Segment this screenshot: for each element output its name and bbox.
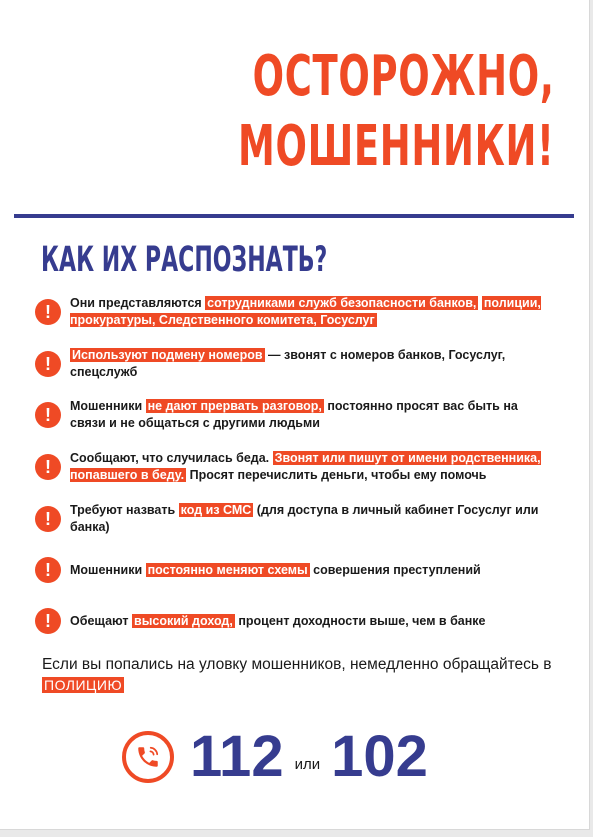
item-text: Обещают высокий доход, процент доходности выше, чем в банке (70, 613, 486, 628)
highlight: полиции, прокуратуры, Следственного комитета, Госуслуг (70, 296, 541, 327)
title-line-2: МОШЕННИКИ! (238, 114, 555, 179)
highlight: Звонят или пишут от имени родственника, попавшего в беду. (70, 451, 541, 482)
item-text: Используют подмену номеров — звонят с номеров банков, Госуслуг, спецслужб (70, 348, 506, 379)
phone-icon (122, 731, 174, 783)
highlight-police: ПОЛИЦИЮ (44, 677, 123, 693)
footer-note: Если вы попались на уловку мошенников, немедленно обращайтесь в ПОЛИЦИЮ (42, 656, 552, 693)
exclamation-icon: ! (35, 557, 61, 583)
highlight: не дают прервать разговор, (147, 399, 322, 413)
or-label: или (294, 755, 321, 773)
item-text: Требуют назвать код из СМС (для доступа в личный кабинет Госуслуг или банка) (70, 503, 539, 534)
list-item (35, 398, 555, 432)
list-item (35, 347, 555, 381)
highlight: высокий доход, (134, 613, 233, 628)
exclamation-icon: ! (35, 402, 61, 428)
title-line-1: ОСТОРОЖНО, (253, 44, 555, 109)
item-text: Мошенники не дают прервать разговор, постоянно просят вас быть на связи и не общаться с другими людьми (70, 399, 518, 430)
item-text: Они представляются сотрудниками служб безопасности банков, полиции, прокуратуры, Следственного комитета, Госуслуг (70, 296, 541, 327)
phone-glyph (135, 744, 161, 770)
list-item (35, 502, 555, 536)
item-text: Мошенники постоянно меняют схемы совершения преступлений (70, 562, 481, 577)
exclamation-icon: ! (35, 608, 61, 634)
page-title (238, 42, 555, 182)
list-item (35, 608, 555, 634)
list-item (35, 450, 555, 484)
list-item (35, 295, 555, 329)
exclamation-icon: ! (35, 454, 61, 480)
exclamation-icon: ! (35, 506, 61, 532)
highlight: постоянно меняют схемы (147, 562, 308, 577)
emergency-numbers (122, 722, 428, 792)
highlight: сотрудниками служб безопасности банков, (207, 296, 477, 310)
item-text: Сообщают, что случилась беда. Звонят или пишут от имени родственника, попавшего в беду. Просят перечислить деньги, чтобы ему помочь (70, 451, 541, 482)
highlight: Используют подмену номеров (72, 348, 263, 362)
section-heading: КАК ИХ РАСПОЗНАТЬ? (41, 240, 328, 280)
list-item (35, 557, 555, 583)
highlight: код из СМС (180, 503, 252, 517)
divider (14, 214, 574, 218)
exclamation-icon: ! (35, 299, 61, 325)
exclamation-icon: ! (35, 351, 61, 377)
phone-number-112: 112 (190, 724, 284, 789)
phone-number-102: 102 (331, 724, 428, 789)
